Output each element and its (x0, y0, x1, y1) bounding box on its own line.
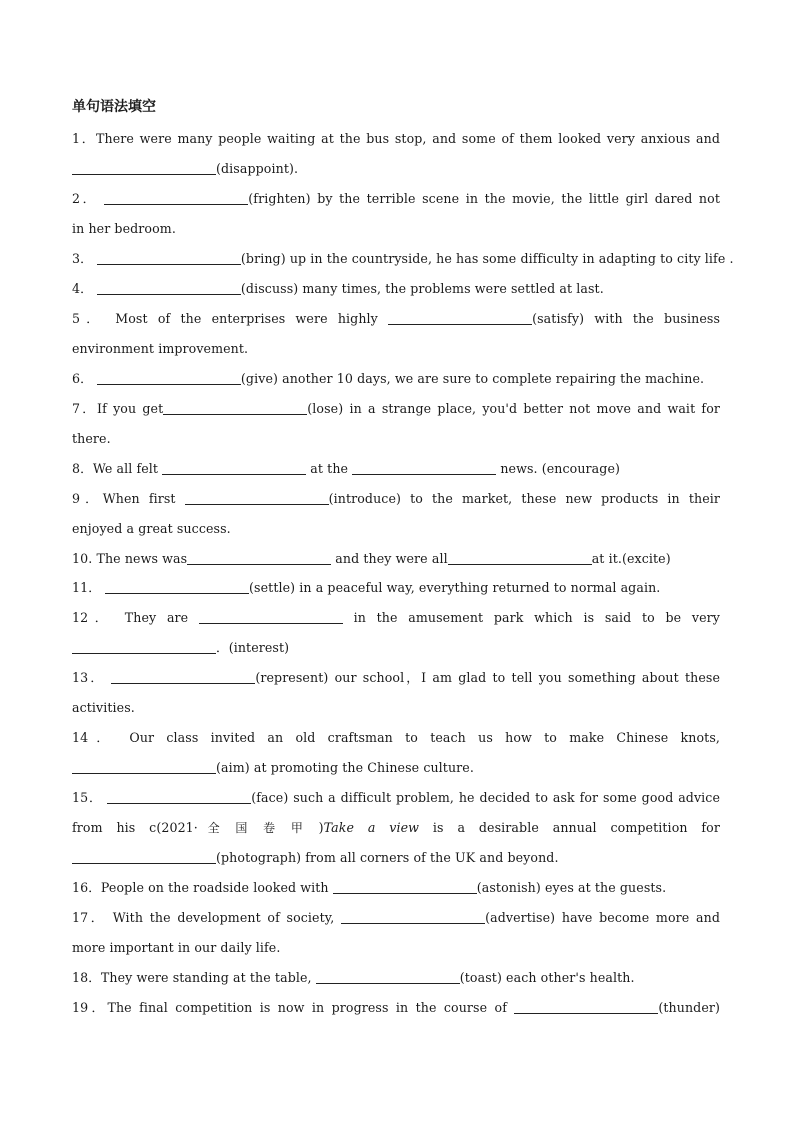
question-text: in the amusement park which is said to be very (353, 610, 720, 625)
answer-blank[interactable] (72, 760, 216, 774)
question-line (72, 633, 720, 663)
question-5 (72, 304, 720, 364)
answer-blank[interactable] (185, 491, 329, 505)
question-text: at the (310, 461, 349, 476)
question-text: (discuss) many times, the problems were settled at last. (240, 281, 604, 296)
question-number: 9． (72, 491, 103, 506)
question-line (72, 813, 720, 843)
question-line (72, 843, 720, 873)
question-text: (photograph) from all corners of the UK and beyond. (216, 850, 559, 865)
question-text: and they were all (335, 551, 448, 566)
answer-blank[interactable] (352, 461, 496, 475)
question-17 (72, 903, 720, 963)
question-line (72, 783, 720, 813)
answer-blank[interactable] (448, 551, 592, 565)
question-line: there. (72, 431, 111, 446)
question-16 (72, 873, 720, 903)
question-1 (72, 124, 720, 184)
question-line (72, 873, 720, 903)
question-text: (advertise) have become more and (485, 910, 720, 925)
question-number: 12． (72, 610, 115, 625)
question-text: There were many people waiting at the bus stop, and some of them looked very anxious and (96, 131, 720, 146)
question-number: 15． (72, 790, 103, 805)
question-number: 16． (72, 880, 101, 895)
answer-blank[interactable] (187, 551, 331, 565)
question-text: (give) another 10 days, we are sure to complete repairing the machine. (240, 371, 705, 386)
question-6 (72, 364, 720, 394)
question-13 (72, 663, 720, 723)
question-number: 3． (72, 251, 93, 266)
question-7 (72, 394, 720, 454)
question-text: news. (encourage) (500, 461, 621, 476)
question-text: (introduce) to the market, these new products in their (328, 491, 720, 506)
answer-blank[interactable] (333, 880, 477, 894)
question-number: 5． (72, 311, 106, 326)
question-8 (72, 454, 720, 484)
question-line: more important in our daily life. (72, 940, 281, 955)
question-number: 1． (72, 131, 96, 146)
question-line (72, 663, 720, 693)
question-2 (72, 184, 720, 244)
question-text: If you get (97, 401, 164, 416)
answer-blank[interactable] (388, 311, 532, 325)
question-line (72, 184, 720, 214)
question-text: from his c(2021· (72, 820, 198, 835)
question-11 (72, 573, 720, 603)
answer-blank[interactable] (104, 191, 248, 205)
section-heading: 单句语法填空 (72, 99, 156, 115)
question-10 (72, 544, 720, 573)
question-text: (aim) at promoting the Chinese culture. (216, 760, 474, 775)
question-text: (satisfy) with the business (532, 311, 720, 326)
question-text: When first (102, 491, 176, 506)
question-line (72, 993, 720, 1023)
question-number: 8． (72, 461, 93, 476)
question-number: 14． (72, 730, 118, 745)
question-number: 19． (72, 1000, 108, 1015)
question-line: in her bedroom. (72, 221, 176, 236)
question-line (72, 394, 720, 424)
answer-blank[interactable] (72, 640, 216, 654)
question-number: 7． (72, 401, 98, 416)
question-text: (bring) up in the countryside, he has some difficulty in adapting to city life . (240, 251, 734, 266)
question-number: 6． (72, 371, 93, 386)
answer-blank[interactable] (316, 970, 460, 984)
question-number: 2． (72, 191, 98, 206)
question-text: ．(interest) (216, 640, 290, 655)
question-9 (72, 484, 720, 544)
question-text: (represent) our school，I am glad to tell you something about these (255, 670, 720, 685)
question-text: The news was (96, 551, 188, 566)
question-line (72, 603, 720, 633)
question-text: (toast) each other's health. (459, 970, 635, 985)
question-text: (disappoint). (216, 161, 299, 176)
competition-name: Take a view (323, 820, 420, 835)
question-line (72, 244, 734, 274)
question-14 (72, 723, 720, 783)
question-text: (astonish) eyes at the guests. (476, 880, 667, 895)
answer-blank[interactable] (111, 670, 255, 684)
question-text: (settle) in a peaceful way, everything returned to normal again. (249, 580, 661, 595)
question-text: (thunder) (658, 1000, 720, 1015)
worksheet (72, 96, 734, 1023)
answer-blank[interactable] (105, 580, 249, 594)
question-text: We all felt (92, 461, 159, 476)
question-text: (frighten) by the terrible scene in the movie, the little girl dared not (248, 191, 720, 206)
answer-blank[interactable] (97, 281, 241, 295)
question-text: ) (318, 820, 324, 835)
question-text: Most of the enterprises were highly (115, 311, 378, 326)
answer-blank[interactable] (162, 461, 306, 475)
question-number: 11． (72, 580, 101, 595)
question-text: They are (124, 610, 189, 625)
question-18 (72, 963, 720, 993)
question-line (72, 963, 720, 993)
question-line: environment improvement. (72, 341, 249, 356)
question-line (72, 154, 720, 184)
question-line: enjoyed a great success. (72, 521, 231, 536)
question-19 (72, 993, 720, 1023)
question-text: is a desirable annual competition for (432, 820, 720, 835)
question-number: 13． (72, 670, 106, 685)
answer-blank[interactable] (97, 251, 241, 265)
question-line (72, 484, 720, 514)
question-line (72, 573, 720, 603)
question-text: With the development of society, (112, 910, 335, 925)
answer-blank[interactable] (341, 910, 485, 924)
question-text: (lose) in a strange place, you'd better not move and wait for (307, 401, 720, 416)
question-line (72, 723, 720, 753)
question-line (72, 304, 720, 334)
question-line (72, 454, 720, 484)
answer-blank[interactable] (514, 1000, 658, 1014)
question-number: 4． (72, 281, 93, 296)
question-text: The final competition is now in progress in the course of (107, 1000, 507, 1015)
question-line (72, 903, 720, 933)
answer-blank[interactable] (72, 161, 216, 175)
question-text: at it.(excite) (591, 551, 671, 566)
question-number: 17． (72, 910, 107, 925)
question-text: Our class invited an old craftsman to teach us how to make Chinese knots, (129, 730, 720, 745)
answer-blank[interactable] (72, 850, 216, 864)
question-text: They were standing at the table, (100, 970, 312, 985)
question-15 (72, 783, 720, 873)
question-text: People on the roadside looked with (100, 880, 329, 895)
question-text: (face) such a difficult problem, he decided to ask for some good advice (251, 790, 720, 805)
question-4 (72, 274, 720, 304)
question-12 (72, 603, 720, 663)
question-line (72, 364, 720, 394)
question-line (72, 544, 720, 573)
answer-blank[interactable] (107, 790, 251, 804)
question-number: 18． (72, 970, 101, 985)
question-line (72, 274, 720, 304)
question-line (72, 753, 720, 783)
question-line: activities. (72, 700, 135, 715)
answer-blank[interactable] (199, 610, 343, 624)
question-line (72, 124, 720, 154)
answer-blank[interactable] (97, 371, 241, 385)
answer-blank[interactable] (163, 401, 307, 415)
question-3 (72, 244, 734, 274)
question-number: 10. (72, 551, 93, 566)
source-tag: 全国卷甲 (197, 821, 319, 835)
